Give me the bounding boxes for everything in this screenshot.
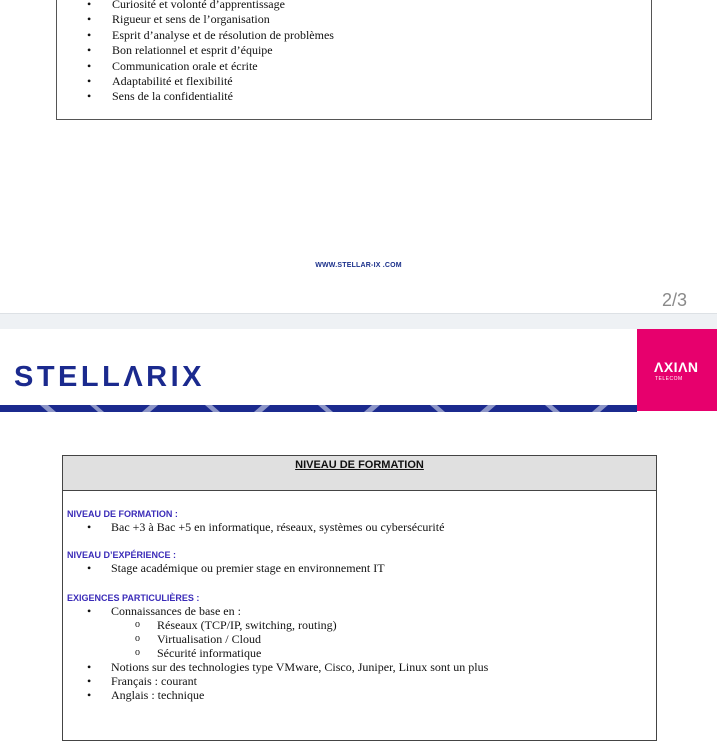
list-item: • Notions sur des technologies type VMware, Cisco, Juniper, Linux sont un plus (87, 660, 488, 674)
qualities-box (56, 0, 652, 120)
axian-logo (637, 329, 717, 411)
list-item: • Adaptabilité et flexibilité (87, 74, 334, 89)
section-title-formation: NIVEAU DE FORMATION : (67, 509, 178, 519)
section-title-exigences: EXIGENCES PARTICULIÈRES : (67, 593, 200, 603)
page-number: 2/3 (661, 290, 687, 310)
list-item: • Sens de la confidentialité (87, 89, 334, 104)
list-item: • Anglais : technique (87, 688, 488, 702)
formation-box (62, 455, 657, 741)
document-page-2 (0, 0, 717, 312)
list-item: o Réseaux (TCP/IP, switching, routing) (135, 618, 488, 632)
axian-logo-sub: TELECOM (655, 376, 683, 382)
page-separator (0, 313, 717, 330)
list-item: • Français : courant (87, 674, 488, 688)
list-item: • Bon relationnel et esprit d’équipe (87, 43, 334, 58)
footer-website: WWW.STELLAR-IX .COM (315, 262, 402, 269)
list-item: • Communication orale et écrite (87, 59, 334, 74)
list-item: o Virtualisation / Cloud (135, 632, 488, 646)
list-item: • Stage académique ou premier stage en environnement IT (87, 561, 385, 575)
list-item: o Sécurité informatique (135, 646, 488, 660)
formation-box-title: NIVEAU DE FORMATION (63, 456, 656, 491)
exigences-intro: Connaissances de base en : (111, 604, 241, 618)
list-item: • Rigueur et sens de l’organisation (87, 12, 334, 27)
exigences-list (87, 604, 488, 702)
list-item: • Bac +3 à Bac +5 en informatique, réseaux, systèmes ou cybersécurité (87, 520, 444, 534)
section-title-experience: NIVEAU D’EXPÉRIENCE : (67, 550, 177, 560)
document-page-3 (0, 329, 717, 754)
stellarix-logo: STELLΛRIX (14, 361, 206, 393)
qualities-list (87, 0, 334, 105)
list-item (87, 604, 488, 660)
list-item: • Curiosité et volonté d’apprentissage (87, 0, 334, 12)
formation-list (87, 520, 444, 534)
header-stripe (0, 405, 637, 412)
experience-list (87, 561, 385, 575)
list-item: • Esprit d’analyse et de résolution de problèmes (87, 28, 334, 43)
axian-logo-name: ΛXIΛN (654, 359, 699, 375)
knowledge-sublist (111, 618, 488, 660)
